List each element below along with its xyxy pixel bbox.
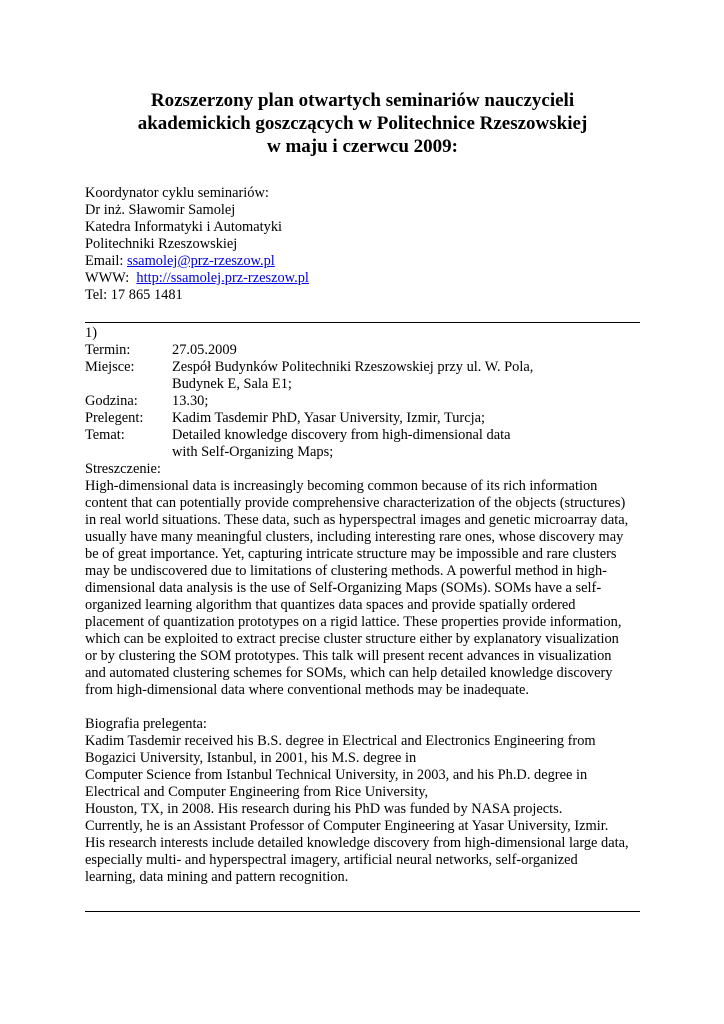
temat-line-2: with Self-Organizing Maps; <box>172 444 334 460</box>
abstract-line: and automated clustering schemes for SOMs, which can help detailed knowledge discovery <box>85 665 613 681</box>
abstract-line: dimensional data analysis is the use of Self-Organizing Maps (SOMs). SOMs have a self- <box>85 580 602 596</box>
abstract-line: from high-dimensional data where conventional methods may be inadequate. <box>85 682 529 698</box>
bio-line: His research interests include detailed knowledge discovery from high-dimensional large data, <box>85 835 629 851</box>
abstract-line: organized learning algorithm that quantizes data spaces and provide spatially ordered <box>85 597 576 613</box>
abstract-label: Streszczenie: <box>85 461 161 477</box>
bio-line: Computer Science from Istanbul Technical University, in 2003, and his Ph.D. degree in <box>85 767 588 783</box>
coordinator-name: Dr inż. Sławomir Samolej <box>85 202 236 218</box>
abstract-line: usually have many meaningful clusters, including interesting rare ones, whose discovery may <box>85 529 624 545</box>
prelegent-value: Kadim Tasdemir PhD, Yasar University, Izmir, Turcja; <box>172 410 485 426</box>
title-line-1: Rozszerzony plan otwartych seminariów nauczycieli <box>150 90 575 111</box>
seminar-block <box>85 325 641 886</box>
email-line <box>85 253 640 270</box>
coordinator-university: Politechniki Rzeszowskiej <box>85 236 238 252</box>
termin-label: Termin: <box>85 342 131 358</box>
abstract-line: High-dimensional data is increasingly becoming common because of its rich information <box>85 478 598 494</box>
abstract-line: may be undiscovered due to limitations of clustering methods. A powerful method in high- <box>85 563 607 579</box>
bio-line: Bogazici University, Istanbul, in 2001, his M.S. degree in <box>85 750 417 766</box>
godzina-label: Godzina: <box>85 393 138 409</box>
temat-label: Temat: <box>85 427 125 443</box>
temat-value <box>172 427 641 461</box>
www-label: WWW: <box>85 270 130 286</box>
page-title <box>85 89 640 158</box>
coordinator-department: Katedra Informatyki i Automatyki <box>85 219 283 235</box>
temat-row <box>85 427 641 461</box>
title-line-3: w maju i czerwcu 2009: <box>266 136 458 157</box>
www-line <box>85 270 640 287</box>
coordinator-block <box>85 185 640 304</box>
abstract-text <box>85 478 641 699</box>
seminar-number: 1) <box>85 325 97 341</box>
bio-line: Houston, TX, in 2008. His research during his PhD was funded by NASA projects. <box>85 801 563 817</box>
title-line-2: akademickich goszczących w Politechnice Rzeszowskiej <box>137 113 588 134</box>
temat-line-1: Detailed knowledge discovery from high-dimensional data <box>172 427 511 443</box>
miejsce-row <box>85 359 641 393</box>
bio-line: learning, data mining and pattern recognition. <box>85 869 349 885</box>
bio-line: Electrical and Computer Engineering from Rice University, <box>85 784 429 800</box>
coordinator-heading: Koordynator cyklu seminariów: <box>85 185 269 201</box>
godzina-row <box>85 393 641 410</box>
abstract-line: placement of quantization prototypes on a rigid lattice. These properties provide information, <box>85 614 622 630</box>
abstract-line: or by clustering the SOM prototypes. This talk will present recent advances in visualization <box>85 648 612 664</box>
termin-value: 27.05.2009 <box>172 342 237 358</box>
abstract-line: content that can potentially provide comprehensive characterization of the objects (structures) <box>85 495 626 511</box>
bio-line: Currently, he is an Assistant Professor of Computer Engineering at Yasar University, Izmir. <box>85 818 609 834</box>
abstract-line: which can be exploited to extract precise cluster structure either by explanatory visualization <box>85 631 619 647</box>
abstract-line: be of great importance. Yet, capturing intricate structure may be impossible and rare clusters <box>85 546 617 562</box>
email-link[interactable]: ssamolej@prz-rzeszow.pl <box>126 253 275 269</box>
miejsce-label: Miejsce: <box>85 359 135 375</box>
miejsce-line-1: Zespół Budynków Politechniki Rzeszowskiej przy ul. W. Pola, <box>172 359 534 375</box>
godzina-value: 13.30; <box>172 393 209 409</box>
abstract-line: in real world situations. These data, such as hyperspectral images and genetic microarray data, <box>85 512 629 528</box>
paragraph-gap <box>85 699 641 716</box>
prelegent-row <box>85 410 641 427</box>
bio-line: especially multi- and hyperspectral imagery, artificial neural networks, self-organized <box>85 852 578 868</box>
miejsce-line-2: Budynek E, Sala E1; <box>172 376 292 392</box>
prelegent-label: Prelegent: <box>85 410 144 426</box>
www-link[interactable]: http://ssamolej.prz-rzeszow.pl <box>136 270 309 286</box>
bio-label: Biografia prelegenta: <box>85 716 207 732</box>
termin-row <box>85 342 641 359</box>
bio-text <box>85 733 641 886</box>
email-label: Email: <box>85 253 124 269</box>
coordinator-tel: Tel: 17 865 1481 <box>85 287 183 303</box>
bio-line: Kadim Tasdemir received his B.S. degree in Electrical and Electronics Engineering from <box>85 733 596 749</box>
miejsce-value <box>172 359 641 393</box>
divider-bottom <box>85 911 640 912</box>
divider-top <box>85 322 640 323</box>
